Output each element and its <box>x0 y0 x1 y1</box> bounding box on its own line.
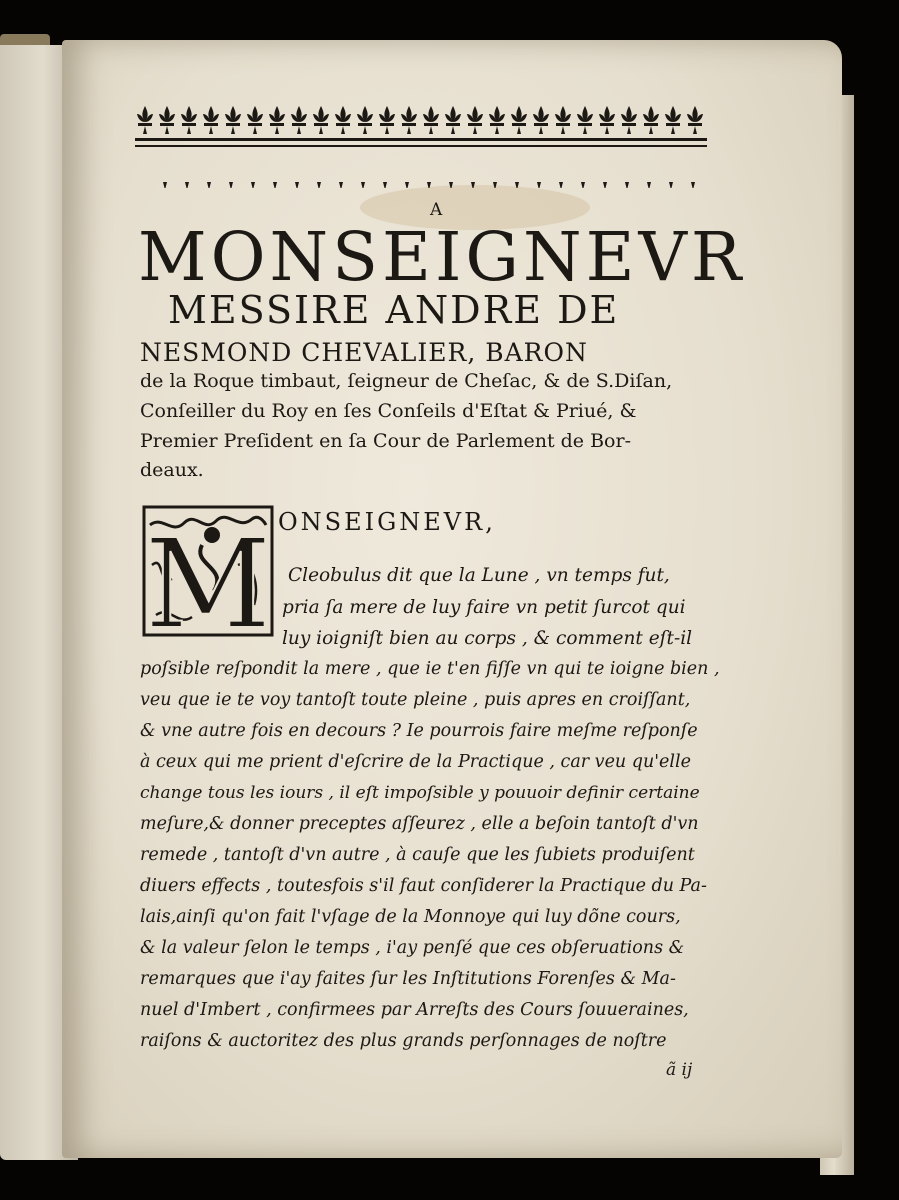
signature-mark: ã ij <box>666 1060 693 1080</box>
salutation: ONSEIGNEVR, <box>278 508 496 536</box>
body-line: luy ioigniſt bien au corps , & comment eſt-il <box>282 628 693 649</box>
body-line: raiſons & auctoritez des plus grands perſonnages de noſtre <box>140 1031 667 1051</box>
dedication-title: MONSEIGNEVR <box>138 218 746 296</box>
dedication-line-7: deaux. <box>140 459 204 481</box>
body-line: lais,ainſi qu'on fait l'vſage de la Monnoye qui luy dõne cours, <box>140 907 681 927</box>
ornament-top-row <box>137 106 703 134</box>
body-line: poſsible reſpondit la mere , que ie t'en fiſſe vn qui te ioigne bien , <box>140 659 720 679</box>
body-line: veu que ie te voy tantoſt toute pleine , puis apres en croiſſant, <box>140 690 691 710</box>
ornament-bottom-row <box>157 182 713 188</box>
decorated-initial <box>142 505 274 637</box>
dedication-line-6: Premier Preſident en ſa Cour de Parlement de Bor- <box>140 430 631 452</box>
dedication-line-3: NESMOND CHEVALIER, BARON <box>140 338 588 367</box>
body-line: nuel d'Imbert , confirmees par Arreſts des Cours ſouueraines, <box>140 1000 689 1020</box>
body-line: à ceux qui me prient d'eſcrire de la Practique , car veu qu'elle <box>140 752 691 772</box>
body-line: & la valeur ſelon le temps , i'ay penſé que ces obſeruations & <box>140 938 685 958</box>
body-line: remarques que i'ay faites ſur les Inſtitutions Forenſes & Ma- <box>140 969 676 989</box>
headpiece-ornament <box>135 100 713 188</box>
body-line: meſure,& donner preceptes aſſeurez , elle a beſoin tantoſt d'vn <box>140 814 699 834</box>
body-line: change tous les iours , il eſt impoſsible y pouuoir definir certaine <box>140 783 700 803</box>
body-line: & vne autre fois en decours ? Ie pourrois faire meſme reſponſe <box>140 721 698 741</box>
dedication-line-2: MESSIRE ANDRE DE <box>168 288 620 332</box>
dedication-line-5: Conſeiller du Roy en ſes Conſeils d'Eſtat & Priué, & <box>140 400 637 422</box>
body-line: diuers effects , toutesfois s'il faut conſiderer la Practique du Pa- <box>140 876 707 896</box>
dedication-line-4: de la Roque timbaut, ſeigneur de Cheſac, & de S.Diſan, <box>140 370 673 392</box>
initial-letter: M <box>144 513 272 637</box>
dedication-a: A <box>430 200 443 220</box>
body-line: remede , tantoſt d'vn autre , à cauſe que les ſubiets produiſent <box>140 845 695 865</box>
body-line: pria ſa mere de luy faire vn petit ſurcot qui <box>282 597 686 618</box>
body-line: Cleobulus dit que la Lune , vn temps fut, <box>288 565 670 586</box>
